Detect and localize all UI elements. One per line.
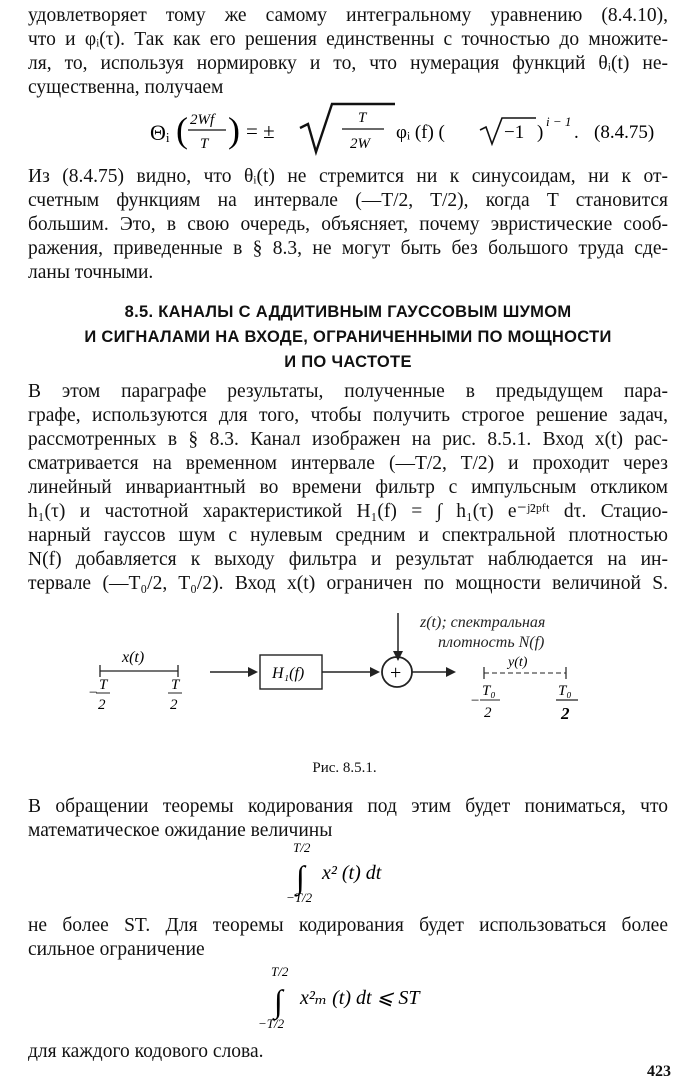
eq-tail: . [574,122,579,143]
integral-2-upper-limit: T/2 [271,964,289,979]
eq-sqrt-sign [300,104,395,152]
filter-arrow-head [370,667,380,677]
heading-line: И ПО ЧАСТОТЕ [284,353,412,371]
figure-8-5-1 [0,605,689,730]
text-line: сматривается на временном интервале (—T/2, T/2) и проходит через [28,453,668,474]
out-left-den: 2 [484,705,492,721]
eq-sign: = ± [246,119,275,143]
integral-1-upper-limit: T/2 [293,840,311,855]
in-left-den: 2 [98,697,106,713]
text-line: большим. Это, в свою очередь, объясняет, почему эвристические сооб- [28,214,668,235]
paragraph-last [28,1040,668,1064]
eq-sqrt-numerator: T [358,110,367,126]
text-line: удовлетворяет тому же самому интегральному уравнению (8.4.10), [28,5,668,26]
noise-label-line-2: плотность N(f) [438,634,545,651]
integral-2-body: x²ₘ (t) dt ⩽ ST [300,987,420,1009]
text-line: что и φᵢ(τ). Так как его решения единственны с точностью до множите- [28,29,668,50]
eq-right-paren: ) [228,110,240,150]
text-line: В этом параграфе результаты, полученные в предыдущем пара- [28,381,668,402]
heading-line: И СИГНАЛАМИ НА ВХОДЕ, ОГРАНИЧЕННЫМИ ПО МОЩНОСТИ [84,328,612,346]
out-right-num: T₀ [558,683,572,699]
text-line: линейный инвариантный во времени фильтр с импульсным откликом [28,477,668,498]
text-line: ля, то, используя нормировку и то, что нумерация функций θᵢ(t) не- [28,53,668,74]
eq-arg-numerator: 2Wf [190,112,215,128]
text-line: математическое ожидание величины [28,820,333,841]
integral-2-sign: ∫ [274,983,283,1019]
text-line: N(f) добавляется к выходу фильтра и результат наблюдается на ин- [28,549,668,570]
eq-left-paren: ( [176,110,188,150]
noise-label-line-1: z(t); спектральная [420,614,546,631]
figure-caption: Рис. 8.5.1. [312,760,377,776]
paragraph-coding [28,795,668,843]
heading-line: 8.5. КАНАЛЫ С АДДИТИВНЫМ ГАУССОВЫМ ШУМОМ [124,303,572,321]
text-line: существенна, получаем [28,77,224,98]
integral-1-lower-limit: −T/2 [286,890,313,905]
eq-number: (8.4.75) [594,122,655,143]
text-line: не более ST. Для теоремы кодирования будет использоваться более [28,915,668,936]
adder-symbol: + [390,662,402,684]
eq-sqrt-denominator: 2W [350,136,370,152]
output-arrow-head [446,667,456,677]
section-heading [28,300,668,375]
out-left-num: T₀ [482,683,496,699]
integral-1-sign: ∫ [296,859,305,895]
eq-rhs: φᵢ (f) ( [396,122,445,143]
integral-power-constraint [250,960,470,1036]
in-left-num: T [99,677,108,693]
integral-2-lower-limit: −T/2 [258,1016,285,1031]
input-label: x(t) [122,649,145,666]
eq-power: i − 1 [546,114,572,129]
in-right-den: 2 [170,697,178,713]
noise-arrow-head [393,651,403,661]
text-line: нарный гауссов шум с нулевым средним и спектральной плотностью [28,525,668,546]
out-left-sign: − [470,693,481,709]
eq-close-paren: ) [537,122,544,143]
text-line: тервале (—T₀/2, T₀/2). Вход x(t) ограничен по мощности величиной S. [28,573,668,594]
text-line: для каждого кодового слова. [28,1041,264,1062]
in-left-sign: − [88,685,99,701]
paragraph-after-equation [28,165,668,285]
text-line: ражения, приведенные в § 8.3, не могут быть без большого труда сде- [28,238,668,259]
page-number: 423 [647,1063,671,1080]
output-label: y(t) [508,655,528,670]
paragraph-section [28,380,668,596]
filter-label: H₁(f) [272,665,305,682]
integral-1-body: x² (t) dt [322,862,382,884]
eq-root-content: −1 [504,122,525,143]
text-line: сильное ограничение [28,939,205,960]
text-line: Из (8.4.75) видно, что θᵢ(t) не стремится ни к синусоидам, ни к от- [28,166,668,187]
paragraph-stronger [28,914,668,962]
out-right-den: 2 [561,704,570,723]
input-arrow-head [248,667,258,677]
paragraph-top [28,4,668,100]
eq-arg-denominator: T [200,136,209,152]
text-line: рассмотренных в § 8.3. Канал изображен на рис. 8.5.1. Вход x(t) рас- [28,429,668,450]
text-line: счетным функциям на интервале (—T/2, T/2), когда T становится [28,190,668,211]
equation-8-4-75 [0,100,689,162]
text-line: ланы точными. [28,262,154,283]
text-line: В обращении теоремы кодирования под этим будет пониматься, что [28,796,668,817]
integral-expectation [280,838,460,910]
eq-lhs: Θᵢ [150,120,170,145]
in-right-num: T [171,677,180,693]
text-line: h₁(τ) и частотной характеристикой H₁(f) = ∫ h₁(τ) e⁻ʲ²ᵖᶠᵗ dτ. Стацио- [28,501,668,522]
text-line: графе, используются для того, чтобы получить строгое решение задач, [28,405,668,426]
